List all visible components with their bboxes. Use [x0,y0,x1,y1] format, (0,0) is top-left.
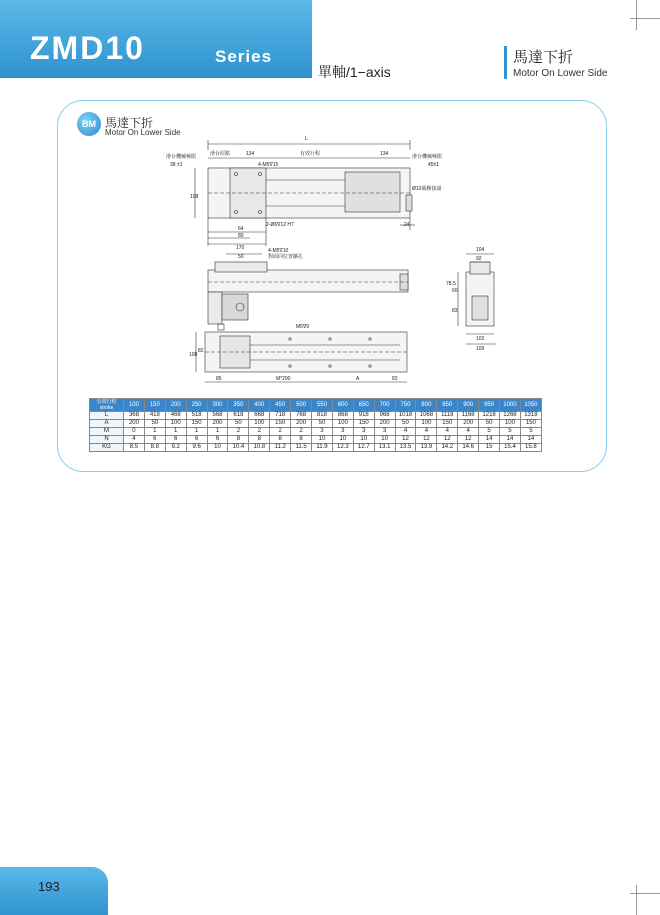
table-row [90,412,542,420]
dim-45: 45±1 [428,162,440,168]
table-cell: 14 [479,436,500,444]
dim-170: 170 [236,245,245,251]
stroke-header: 400 [249,399,270,412]
dim-d6h7: 2-Ø6∇12 H7 [266,222,294,228]
table-cell: 10 [374,436,395,444]
series-label: Series [215,47,273,66]
table-row [90,428,542,436]
dim-109: 109 [476,346,485,352]
stroke-header: 700 [374,399,395,412]
table-cell: 9.6 [186,444,207,452]
stroke-header: 450 [270,399,291,412]
page-number: 193 [38,879,60,894]
table-cell: 0 [124,428,145,436]
table-cell: 2 [228,428,249,436]
table-cell: 818 [312,412,333,420]
table-cell: 8 [291,436,312,444]
table-cell: 14.2 [437,444,458,452]
table-cell: 6 [165,436,186,444]
table-cell: 13.9 [416,444,437,452]
table-cell: 150 [437,420,458,428]
table-cell: 8 [249,436,270,444]
table-cell: 100 [416,420,437,428]
table-cell: 200 [458,420,479,428]
stroke-header: 250 [186,399,207,412]
stroke-header: 300 [207,399,228,412]
row-label: M [90,428,124,436]
table-cell: 50 [144,420,165,428]
dim-m5-9: M5∇9 [296,324,310,330]
table-cell: 3 [353,428,374,436]
panel-title-zh: 馬達下折 [105,116,154,130]
table-row [90,444,542,452]
table-cell: 3 [332,428,353,436]
table-cell: 618 [228,412,249,420]
table-cell: 14.6 [458,444,479,452]
stroke-header: 950 [479,399,500,412]
dim-83: 83 [452,308,458,314]
table-cell: 13.1 [374,444,395,452]
table-cell: 5 [520,428,541,436]
stroke-header: 900 [458,399,479,412]
table-cell: 50 [395,420,416,428]
table-cell: 50 [228,420,249,428]
row-label: N [90,436,124,444]
table-cell: 15.4 [500,444,521,452]
table-cell: 100 [249,420,270,428]
dim-mech-right: 滑台機械極限 [412,154,443,160]
table-cell: 100 [165,420,186,428]
table-row [90,436,542,444]
table-cell: 4 [458,428,479,436]
table-cell: 1 [186,428,207,436]
dim-82: 82 [198,348,204,354]
dim-102: 102 [476,336,485,342]
table-cell: 6 [207,436,228,444]
table-cell: 418 [144,412,165,420]
dim-134a: 134 [246,151,255,157]
table-cell: 3 [374,428,395,436]
table-cell: 12.3 [332,444,353,452]
dim-origin: 滑台原點 [210,151,231,157]
dim-60: 60 [452,288,458,294]
table-cell: 12 [395,436,416,444]
table-row [90,420,542,428]
table-cell: 8 [270,436,291,444]
table-cell: 1218 [479,412,500,420]
dim-80: 80 [238,233,244,239]
stroke-header: 600 [332,399,353,412]
table-cell: 14 [500,436,521,444]
table-cell: 11.5 [291,444,312,452]
stroke-header: 850 [437,399,458,412]
table-cell: 10.8 [249,444,270,452]
table-cell: 1268 [500,412,521,420]
axis-subtitle: 單軸/1−axis [318,64,391,80]
table-cell: 1168 [458,412,479,420]
table-cell: 2 [249,428,270,436]
row-label: L [90,412,124,420]
panel-title-en: Motor On Lower Side [105,128,181,137]
dim-85: 85 [216,376,222,382]
table-cell: 15.8 [520,444,541,452]
dim-134b: 134 [380,151,389,157]
table-cell: 150 [186,420,207,428]
table-cell: 4 [395,428,416,436]
stroke-header: 100 [124,399,145,412]
table-cell: 10 [332,436,353,444]
table-cell: 4 [124,436,145,444]
table-cell: 1318 [520,412,541,420]
table-cell: 1018 [395,412,416,420]
table-cell: 150 [353,420,374,428]
table-cell: 10.4 [228,444,249,452]
table-cell: 200 [374,420,395,428]
table-cell: 3 [312,428,333,436]
table-cell: 15 [479,444,500,452]
bm-badge: BM [77,112,101,136]
table-cell: 12.7 [353,444,374,452]
stroke-header: 200 [165,399,186,412]
dim-m5-15: 4-M5∇15 [258,162,279,168]
dim-78: 78.5 [446,281,456,287]
table-cell: 8.8 [144,444,165,452]
table-cell: 10 [312,436,333,444]
section-heading-zh: 馬達下折 [513,49,574,66]
stroke-header: 550 [312,399,333,412]
stroke-header: 1050 [520,399,541,412]
stroke-header: 1000 [500,399,521,412]
dim-64: 64 [238,226,244,232]
section-heading-en: Motor On Lower Side [513,68,608,79]
table-cell: 668 [249,412,270,420]
table-cell: 6 [186,436,207,444]
table-cell: 518 [186,412,207,420]
stroke-header: 150 [144,399,165,412]
stroke-header: 800 [416,399,437,412]
stroke-header-cell [90,399,124,412]
table-cell: 12 [458,436,479,444]
table-cell: 2 [270,428,291,436]
table-cell: 200 [291,420,312,428]
table-cell: 768 [291,412,312,420]
table-cell: 568 [207,412,228,420]
table-cell: 100 [500,420,521,428]
table-cell: 150 [270,420,291,428]
dim-sensor: 對面同位置擴孔 [268,254,304,260]
table-cell: 10 [353,436,374,444]
table-cell: 50 [312,420,333,428]
table-cell: 14 [520,436,541,444]
dim-50: 50 [238,254,244,260]
dim-38: 38 ±1 [170,162,183,168]
dim-stroke: 有效行程 [300,151,321,157]
table-cell: 10 [207,444,228,452]
table-cell: 12 [437,436,458,444]
row-label: A [90,420,124,428]
table-cell: 1068 [416,412,437,420]
stroke-header: 750 [395,399,416,412]
table-cell: 1 [144,428,165,436]
table-cell: 968 [374,412,395,420]
table-cell: 11.9 [312,444,333,452]
dim-A: A [356,376,360,382]
table-cell: 100 [332,420,353,428]
spec-table [89,398,542,452]
dim-83b: 83 [392,376,398,382]
table-cell: 5 [479,428,500,436]
dim-m5-10: 4-M5∇10 [268,248,289,254]
dim-d10: Ø10風壓接頭 [412,186,442,192]
table-cell: 868 [332,412,353,420]
stroke-header-zh: 有效行程 [96,399,117,405]
stroke-header: 500 [291,399,312,412]
table-cell: 13.5 [395,444,416,452]
table-cell: 718 [270,412,291,420]
table-cell: 6 [144,436,165,444]
table-cell: 11.2 [270,444,291,452]
table-cell: 468 [165,412,186,420]
table-cell: 9.2 [165,444,186,452]
table-cell: 4 [437,428,458,436]
table-cell: 368 [124,412,145,420]
dim-92: 92 [476,256,482,262]
table-cell: 200 [207,420,228,428]
table-header-row [90,399,542,412]
table-cell: 918 [353,412,374,420]
table-cell: 50 [479,420,500,428]
table-cell: 12 [416,436,437,444]
stroke-header-en: stroke [99,405,114,411]
dim-m200: M*200 [276,376,291,382]
table-cell: 150 [520,420,541,428]
table-cell: 8.5 [124,444,145,452]
stroke-header: 350 [228,399,249,412]
dim-104: 104 [476,247,485,253]
dim-24: 24 [404,222,410,228]
model-title: ZMD10 [30,30,145,66]
table-cell: 8 [228,436,249,444]
table-cell: 200 [124,420,145,428]
table-cell: 1 [165,428,186,436]
dim-mech-left: 滑台機械極限 [166,154,197,160]
dim-L: L [305,136,308,142]
stroke-header: 650 [353,399,374,412]
table-cell: 5 [500,428,521,436]
table-cell: 2 [291,428,312,436]
table-cell: 1 [207,428,228,436]
table-cell: 4 [416,428,437,436]
row-label: KG [90,444,124,452]
dim-108b: 108 [189,352,198,358]
table-cell: 1118 [437,412,458,420]
page-tab [0,867,108,915]
dim-108: 108 [190,194,199,200]
